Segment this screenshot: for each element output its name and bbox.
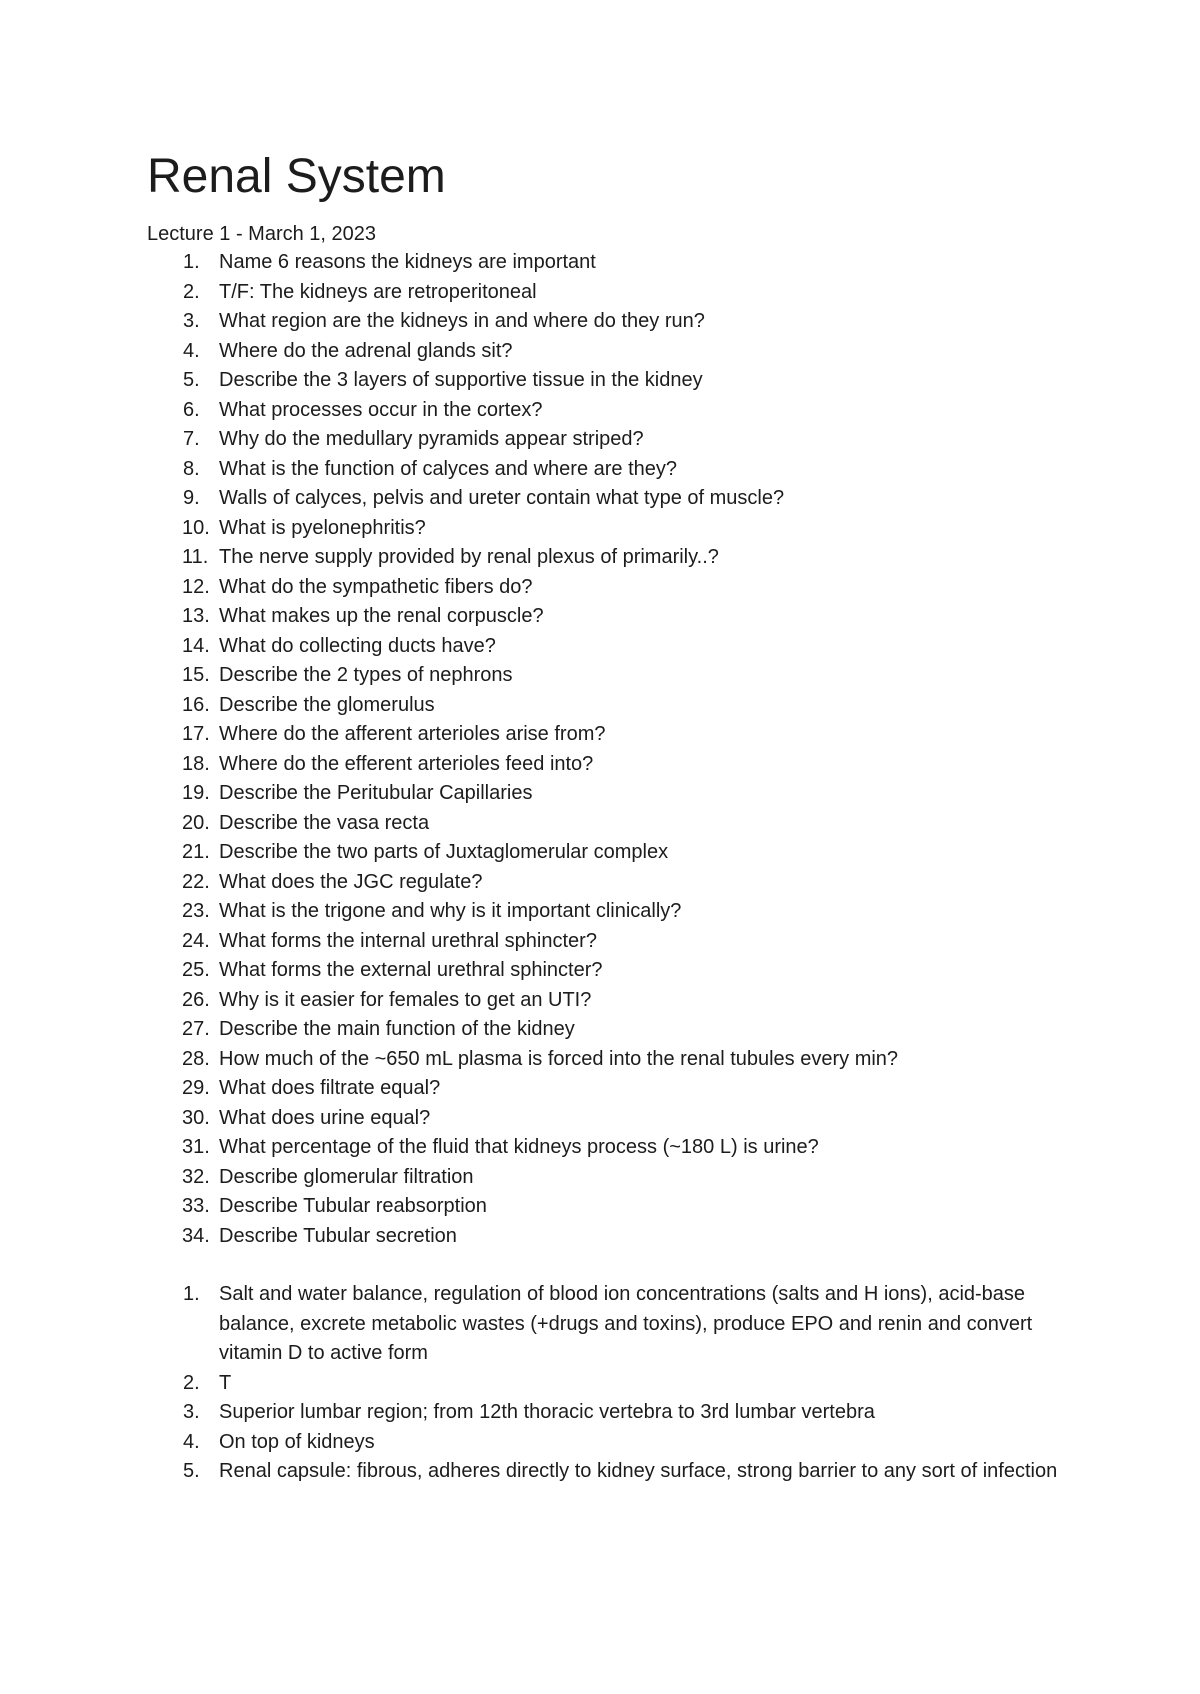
- question-item-text: What processes occur in the cortex?: [219, 398, 543, 421]
- question-item-text: What percentage of the fluid that kidneys process (~180 L) is urine?: [219, 1136, 819, 1158]
- question-item: [147, 425, 1067, 455]
- question-item: [147, 337, 1067, 367]
- answer-item-text: Superior lumbar region; from 12th thoracic vertebra to 3rd lumbar vertebra: [219, 1401, 875, 1423]
- question-item-text: Describe Tubular reabsorption: [219, 1195, 487, 1217]
- question-item: [147, 779, 1067, 809]
- question-item-text: Describe the main function of the kidney: [219, 1018, 575, 1040]
- question-item: [147, 366, 1067, 396]
- question-item-text: Where do the adrenal glands sit?: [219, 339, 513, 362]
- question-item: [147, 573, 1067, 603]
- question-item-text: Why do the medullary pyramids appear striped?: [219, 428, 644, 450]
- question-item: [147, 1074, 1067, 1104]
- question-item: [147, 691, 1067, 721]
- question-item-number: 25.: [182, 959, 210, 981]
- page-title: Renal System: [147, 150, 446, 203]
- question-item-text: What does the JGC regulate?: [219, 870, 483, 893]
- question-item-text: Describe the vasa recta: [219, 811, 430, 834]
- answers-list: [147, 1280, 1067, 1487]
- question-item-text: Describe glomerular filtration: [219, 1165, 474, 1188]
- question-item-number: 2.: [183, 280, 200, 303]
- question-item-number: 28.: [182, 1047, 210, 1070]
- question-item-number: 12.: [182, 575, 210, 598]
- answer-item-number: 4.: [183, 1430, 200, 1453]
- question-item-number: 17.: [182, 723, 210, 745]
- question-item-number: 26.: [182, 988, 210, 1011]
- answer-item-number: 2.: [183, 1371, 200, 1394]
- question-item: [147, 750, 1067, 780]
- question-item-number: 34.: [182, 1224, 210, 1247]
- question-item: [147, 897, 1067, 927]
- question-item-text: Where do the efferent arterioles feed into?: [219, 752, 594, 775]
- answer-item-text: Renal capsule: fibrous, adheres directly to kidney surface, strong barrier to any sort of infection: [219, 1460, 1058, 1482]
- question-item: [147, 514, 1067, 544]
- question-item-number: 14.: [182, 634, 210, 657]
- question-item-number: 13.: [182, 605, 210, 627]
- question-item-text: What is the trigone and why is it important clinically?: [219, 900, 682, 922]
- question-item-number: 33.: [182, 1195, 210, 1217]
- question-item: [147, 1222, 1067, 1252]
- question-item-number: 22.: [182, 870, 210, 893]
- question-item: [147, 809, 1067, 839]
- question-item: [147, 1045, 1067, 1075]
- question-item-text: What is the function of calyces and where are they?: [219, 457, 678, 480]
- question-item-number: 16.: [182, 693, 210, 716]
- question-item-number: 27.: [182, 1018, 210, 1040]
- question-item-number: 5.: [183, 369, 200, 391]
- question-item-number: 7.: [183, 428, 200, 450]
- question-item: [147, 396, 1067, 426]
- question-item-text: Name 6 reasons the kidneys are important: [219, 251, 596, 273]
- answer-item-number: 3.: [183, 1401, 200, 1423]
- question-item-number: 19.: [182, 782, 210, 804]
- question-item: [147, 956, 1067, 986]
- question-item-number: 3.: [183, 310, 200, 332]
- answer-item-text: On top of kidneys: [219, 1430, 375, 1453]
- question-item: [147, 986, 1067, 1016]
- question-item-text: Describe the 2 types of nephrons: [219, 664, 513, 686]
- answer-item-text: Salt and water balance, regulation of blood ion concentrations (salts and H ions), acid-base balance, excrete metabolic wastes (+drugs and toxins), produce EPO and renin and convert vitamin D to active form: [219, 1283, 1033, 1364]
- question-item-text: How much of the ~650 mL plasma is forced into the renal tubules every min?: [219, 1047, 899, 1070]
- question-item: [147, 1104, 1067, 1134]
- question-item-text: The nerve supply provided by renal plexus of primarily..?: [219, 546, 719, 568]
- question-item-text: What does urine equal?: [219, 1106, 431, 1129]
- question-item: [147, 1015, 1067, 1045]
- question-item: [147, 632, 1067, 662]
- answer-item: [147, 1398, 1067, 1428]
- question-item-number: 18.: [182, 752, 210, 775]
- question-item-text: What do the sympathetic fibers do?: [219, 575, 533, 598]
- questions-list: [147, 248, 1067, 1251]
- question-item: [147, 602, 1067, 632]
- question-item-number: 15.: [182, 664, 210, 686]
- question-item-text: Describe Tubular secretion: [219, 1224, 457, 1247]
- question-item-number: 29.: [182, 1077, 210, 1099]
- question-item-text: Describe the glomerulus: [219, 693, 435, 716]
- answer-item: [147, 1369, 1067, 1399]
- question-item-number: 24.: [182, 929, 210, 952]
- question-item-number: 23.: [182, 900, 210, 922]
- question-item-text: T/F: The kidneys are retroperitoneal: [219, 280, 537, 303]
- question-item: [147, 720, 1067, 750]
- question-item-text: What makes up the renal corpuscle?: [219, 605, 544, 627]
- question-item-number: 4.: [183, 339, 200, 362]
- question-item-text: Describe the two parts of Juxtaglomerular complex: [219, 841, 669, 863]
- question-item: [147, 868, 1067, 898]
- question-item-text: What region are the kidneys in and where do they run?: [219, 310, 705, 332]
- question-item: [147, 1192, 1067, 1222]
- question-item-number: 1.: [183, 251, 200, 273]
- question-item: [147, 1133, 1067, 1163]
- question-item-text: Describe the Peritubular Capillaries: [219, 782, 533, 804]
- question-item-text: What do collecting ducts have?: [219, 634, 496, 657]
- question-item: [147, 278, 1067, 308]
- question-item-number: 31.: [182, 1136, 210, 1158]
- answer-item-number: 1.: [183, 1283, 200, 1305]
- question-item-text: Where do the afferent arterioles arise from?: [219, 723, 606, 745]
- question-item-text: What forms the internal urethral sphincter?: [219, 929, 597, 952]
- question-item-text: What forms the external urethral sphincter?: [219, 959, 603, 981]
- question-item: [147, 248, 1067, 278]
- question-item-text: Describe the 3 layers of supportive tissue in the kidney: [219, 369, 703, 391]
- question-item: [147, 484, 1067, 514]
- question-item: [147, 661, 1067, 691]
- question-item-text: Walls of calyces, pelvis and ureter contain what type of muscle?: [219, 487, 785, 509]
- question-item-number: 21.: [182, 841, 210, 863]
- question-item-text: What does filtrate equal?: [219, 1077, 441, 1099]
- question-item-number: 10.: [182, 516, 210, 539]
- answer-item: [147, 1280, 1067, 1369]
- question-item: [147, 1163, 1067, 1193]
- question-item-number: 8.: [183, 457, 200, 480]
- question-item-number: 20.: [182, 811, 210, 834]
- question-item: [147, 307, 1067, 337]
- question-item: [147, 543, 1067, 573]
- answer-item-number: 5.: [183, 1460, 200, 1482]
- lecture-subtitle: Lecture 1 - March 1, 2023: [147, 223, 377, 245]
- answer-item: [147, 1457, 1067, 1487]
- answer-item: [147, 1428, 1067, 1458]
- question-item-number: 11.: [182, 546, 209, 568]
- question-item-number: 30.: [182, 1106, 210, 1129]
- question-item-text: Why is it easier for females to get an UTI?: [219, 988, 592, 1011]
- answer-item-text: T: [219, 1371, 232, 1394]
- question-item-number: 6.: [183, 398, 200, 421]
- question-item-text: What is pyelonephritis?: [219, 516, 426, 539]
- question-item: [147, 455, 1067, 485]
- question-item-number: 9.: [183, 487, 200, 509]
- question-item: [147, 927, 1067, 957]
- question-item: [147, 838, 1067, 868]
- question-item-number: 32.: [182, 1165, 210, 1188]
